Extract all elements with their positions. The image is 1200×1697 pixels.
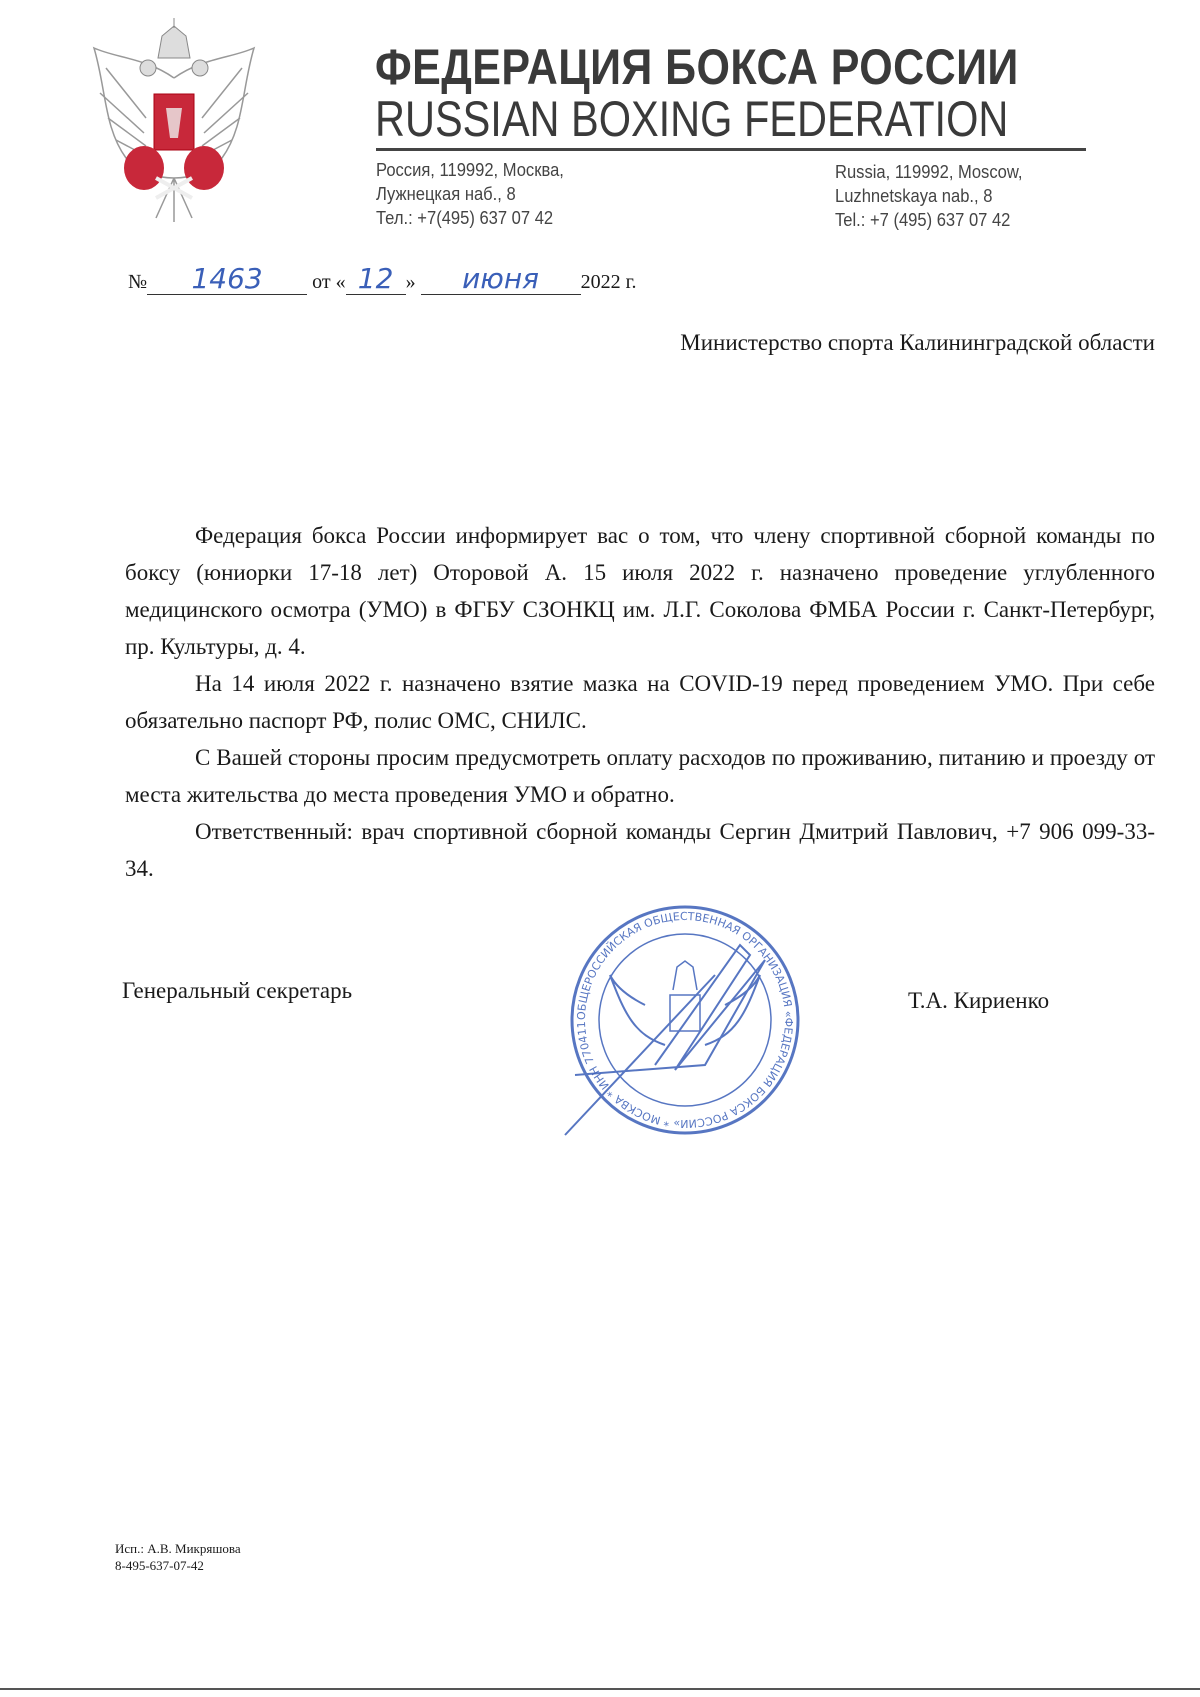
executor-phone: 8-495-637-07-42 <box>115 1558 204 1573</box>
document-day: 12 <box>346 264 406 295</box>
address-en-line: Luzhnetskaya nab., 8 <box>835 186 993 206</box>
signatory-name: Т.А. Кириенко <box>908 988 1050 1013</box>
body-paragraph: С Вашей стороны просим предусмотреть оплату расходов по проживанию, питанию и проезду от места жительства до места проведения УМО и обратно. <box>125 745 1155 807</box>
reference-line <box>128 264 637 295</box>
address-en-line: Russia, 119992, Moscow, <box>835 162 1023 182</box>
executor: Исп.: А.В. Микряшова <box>115 1541 241 1556</box>
footer <box>115 1540 241 1574</box>
federation-title-en: RUSSIAN BOXING FEDERATION <box>375 91 1009 147</box>
address-en-line: Tel.: +7 (495) 637 07 42 <box>835 210 1011 230</box>
address-ru-line: Лужнецкая наб., 8 <box>376 184 516 204</box>
address-ru <box>376 158 564 230</box>
from-label: от « <box>312 271 346 293</box>
body-paragraph: Федерация бокса России информирует вас о том, что члену спортивной сборной команды по боксу (юниорки 17-18 лет) Оторовой А. 15 июля 2022 г. назначено проведение углубленного медицинского осмотра (УМО) в ФГБУ СЗОНКЦ им. Л.Г. Соколова ФМБА России г. Санкт-Петербург, пр. Культуры, д. 4. <box>125 523 1155 659</box>
document-number: 1463 <box>147 264 307 295</box>
signatory-position: Генеральный секретарь <box>122 978 353 1003</box>
document-month: июня <box>421 264 581 295</box>
federation-title-ru: ФЕДЕРАЦИЯ БОКСА РОССИИ <box>375 39 1019 95</box>
number-label: № <box>128 271 148 293</box>
federation-emblem-logo <box>86 18 262 224</box>
official-stamp <box>555 895 815 1145</box>
stamp-text: ОБЩЕРОССИЙСКАЯ ОБЩЕСТВЕННАЯ ОРГАНИЗАЦИЯ «ФЕДЕРАЦИЯ БОКСА РОССИИ» * МОСКВА * ИНН 770411 <box>574 909 796 1131</box>
recipient: Министерство спорта Калининградской области <box>680 330 1155 355</box>
close-quote: » <box>405 271 416 293</box>
body-paragraph: На 14 июля 2022 г. назначено взятие мазка на COVID-19 перед проведением УМО. При себе обязательно паспорт РФ, полис ОМС, СНИЛС. <box>125 671 1155 733</box>
address-en <box>835 160 1022 232</box>
svg-text:ОБЩЕРОССИЙСКАЯ ОБЩЕСТВЕННАЯ ОР <box>555 895 795 1130</box>
header-divider <box>376 148 1086 151</box>
letter-body <box>125 517 1155 887</box>
address-ru-line: Россия, 119992, Москва, <box>376 160 564 180</box>
address-ru-line: Тел.: +7(495) 637 07 42 <box>376 208 554 228</box>
page-edge-line <box>0 1688 1200 1690</box>
body-paragraph: Ответственный: врач спортивной сборной команды Сергин Дмитрий Павлович, +7 906 099-33-34. <box>125 819 1155 881</box>
document-year: 2022 г. <box>580 271 637 293</box>
